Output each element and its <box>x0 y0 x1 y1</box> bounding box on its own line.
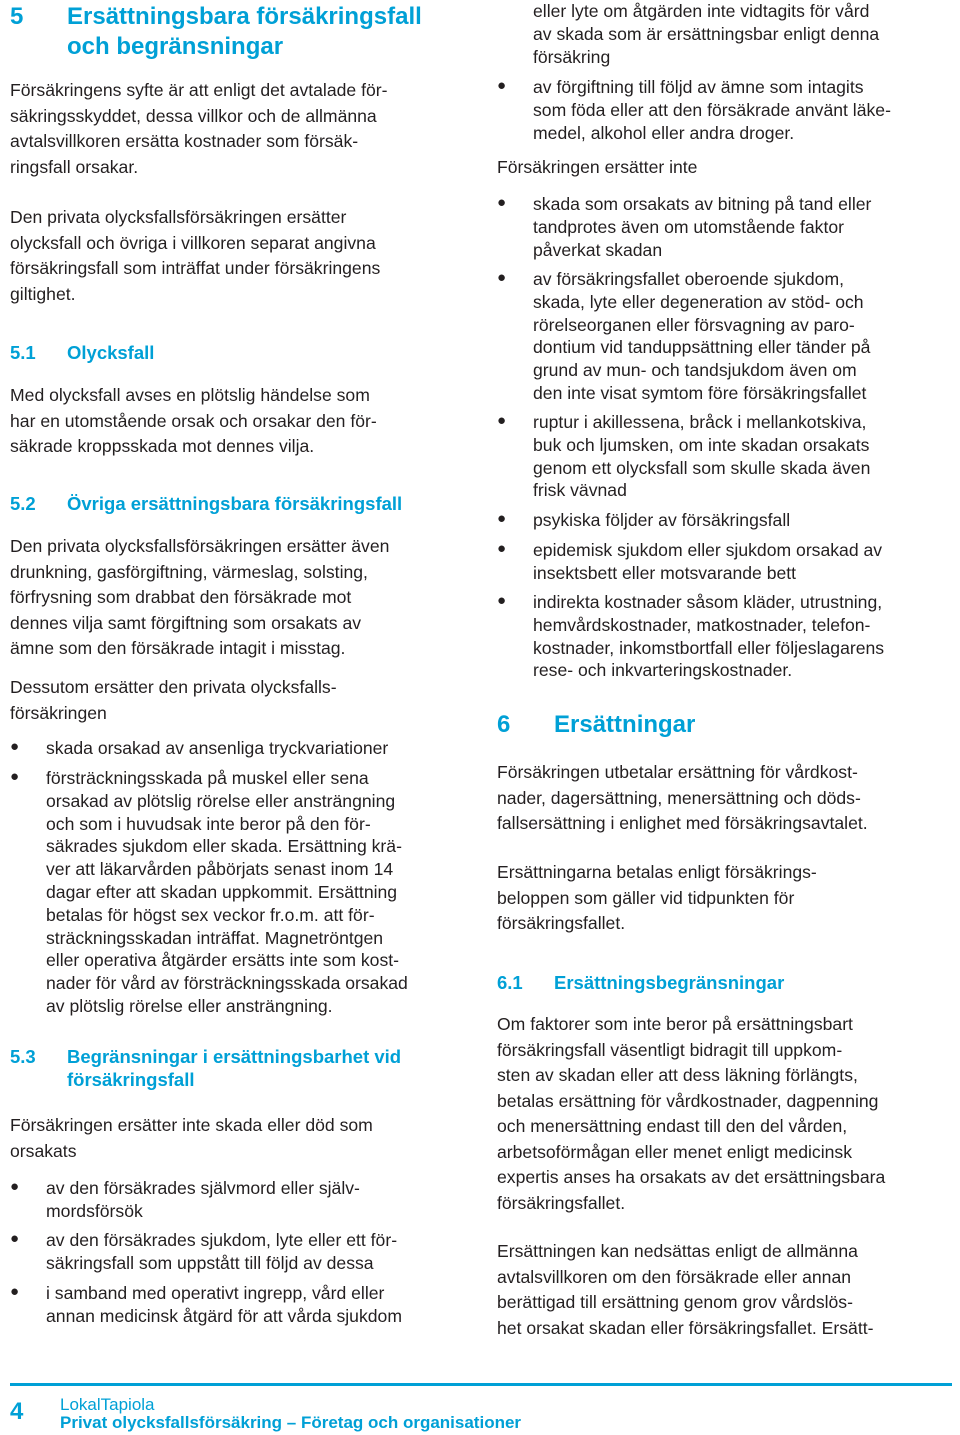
bullet-icon: ● <box>497 592 507 609</box>
bullet-icon: ● <box>10 738 20 755</box>
bullet-icon: ● <box>497 540 507 557</box>
paragraph-reduction: Ersättningen kan nedsättas enligt de allmänna avtalsvillkoren om den försäkrade eller annan berättigad till ersättning genom grov vårdslös- het orsakat skadan eller försäkringsfallet. Ersätt- <box>497 1241 874 1338</box>
section-6-heading: Ersättningar <box>554 711 696 738</box>
paragraph-not-covered-intro: Försäkringen ersätter inte <box>497 157 698 177</box>
list-item: i samband med operativt ingrepp, vård eller annan medicinsk åtgärd för att vårda sjukdom <box>46 1283 402 1326</box>
list-item: av förgiftning till följd av ämne som intagits som föda eller att den försäkrade använt läke- medel, alkohol eller andra droger. <box>533 77 891 143</box>
paragraph-payment-amounts: Ersättningarna betalas enligt försäkrings- beloppen som gäller vid tidpunkten för försäkringsfallet. <box>497 862 817 933</box>
bullet-icon: ● <box>497 194 507 211</box>
list-item: av den försäkrades självmord eller själv- mordsförsök <box>46 1178 360 1221</box>
section-5-heading: Ersättningsbara försäkringsfall och begränsningar <box>67 3 422 60</box>
paragraph-compensations: Försäkringen utbetalar ersättning för vårdkost- nader, dagersättning, menersättning och döds- fallsersättning i enlighet med försäkringsavtalet. <box>497 762 868 833</box>
section-5-3-number: 5.3 <box>10 1046 36 1067</box>
bullet-icon: ● <box>10 1283 20 1300</box>
list-item: psykiska följder av försäkringsfall <box>533 510 791 530</box>
list-item: skada orsakad av ansenliga tryckvariationer <box>46 738 389 758</box>
paragraph-accident-definition: Med olycksfall avses en plötslig händelse som har en utomstående orsak och orsakar den för- säkrade kroppsskada mot dennes vilja. <box>10 385 377 456</box>
section-5-2-heading: Övriga ersättningsbara försäkringsfall <box>67 493 403 514</box>
bullet-icon: ● <box>10 1230 20 1247</box>
section-5-number: 5 <box>10 3 24 30</box>
list-item: indirekta kostnader såsom kläder, utrustning, hemvårdskostnader, matkostnader, telefon- kostnader, inkomstbortfall eller följeslagarens rese- och inkvarteringskostnader. <box>533 592 885 681</box>
footer-document-title: Privat olycksfallsförsäkring – Företag och organisationer <box>60 1413 522 1432</box>
list-item: skada som orsakats av bitning på tand eller tandprotes även om utomstående faktor påverkat skadan <box>533 194 872 260</box>
paragraph-additionally: Dessutom ersätter den privata olycksfalls- försäkringen <box>10 677 337 723</box>
list-item-continuation: eller lyte om åtgärden inte vidtagits för vård av skada som är ersättningsbar enligt denna försäkring <box>533 1 880 67</box>
section-5-1-heading: Olycksfall <box>67 342 155 363</box>
list-item: försträckningsskada på muskel eller sena orsakad av plötslig rörelse eller ansträngning och som i huvudsak inte beror på den för- säkrades sjukdom eller skada. Ersättning krä- ver att läkarvården påbörjats senast inom 14 dagar efter att skadan uppkommit. Ersättning betalas för högst sex veckor fr.o.m. att för- sträckningsskadan inträffat. Magnetröntgen eller operativa åtgärder ersätts inte som kost- nader för vård av försträckningsskada orsakad av plötslig rörelse eller ansträngning. <box>46 768 408 1016</box>
section-5-1-number: 5.1 <box>10 342 36 363</box>
section-5-3-heading: Begränsningar i ersättningsbarhet vid försäkringsfall <box>67 1046 402 1090</box>
paragraph-purpose: Försäkringens syfte är att enligt det avtalade för- säkringsskyddet, dessa villkor och de allmänna avtalsvillkoren ersätta kostnader som försäk- ringsfall orsakar. <box>10 80 388 177</box>
bullet-icon: ● <box>497 412 507 429</box>
section-6-1-heading: Ersättningsbegränsningar <box>554 972 785 993</box>
list-item: epidemisk sjukdom eller sjukdom orsakad av insektsbett eller motsvarande bett <box>533 540 883 583</box>
section-6-number: 6 <box>497 711 511 738</box>
bullet-icon: ● <box>497 77 507 94</box>
footer-divider <box>10 1383 952 1386</box>
paragraph-limitations: Om faktorer som inte beror på ersättningsbart försäkringsfall väsentligt bidragit till uppkom- sten av skadan eller att dess läkning förlängts, betalas ersättning för vårdkostnader, dagpenning och menersättning endast till den del vården, arbetsoförmågan eller menet enligt medicinsk expertis anses ha orsakats av det ersättningsbara försäkringsfallet. <box>497 1014 886 1213</box>
list-item: ruptur i akillessena, bråck i mellankotskiva, buk och ljumsken, om inte skadan orsakats genom ett olycksfall som skulle skada även frisk vävnad <box>533 412 871 501</box>
paragraph-other-cases: Den privata olycksfallsförsäkringen ersätter även drunkning, gasförgiftning, värmeslag, solsting, förfrysning som drabbat den försäkrade mot dennes vilja samt förgiftning som orsakats av ämne som den försäkrade intagit i misstag. <box>10 536 390 658</box>
bullet-icon: ● <box>497 269 507 286</box>
bullet-icon: ● <box>10 1178 20 1195</box>
list-item: av den försäkrades sjukdom, lyte eller ett för- säkringsfall som uppstått till följd av dessa <box>46 1230 398 1273</box>
section-5-2-number: 5.2 <box>10 493 36 514</box>
page-number: 4 <box>10 1398 24 1425</box>
paragraph-exclusions-intro: Försäkringen ersätter inte skada eller död som orsakats <box>10 1115 373 1161</box>
section-6-1-number: 6.1 <box>497 972 523 993</box>
bullet-icon: ● <box>497 510 507 527</box>
footer-brand: LokalTapiola <box>60 1395 155 1414</box>
paragraph-coverage: Den privata olycksfallsförsäkringen ersätter olycksfall och övriga i villkoren separat angivna försäkringsfall som inträffat under försäkringens giltighet. <box>10 207 381 304</box>
bullet-icon: ● <box>10 768 20 785</box>
list-item: av försäkringsfallet oberoende sjukdom, skada, lyte eller degeneration av stöd- och rörelseorganen eller försvagning av paro- dontium vid tanduppsättning eller tänder på grund av mun- och tandsjukdom även om den inte visat symtom före försäkringsfallet <box>533 269 871 403</box>
